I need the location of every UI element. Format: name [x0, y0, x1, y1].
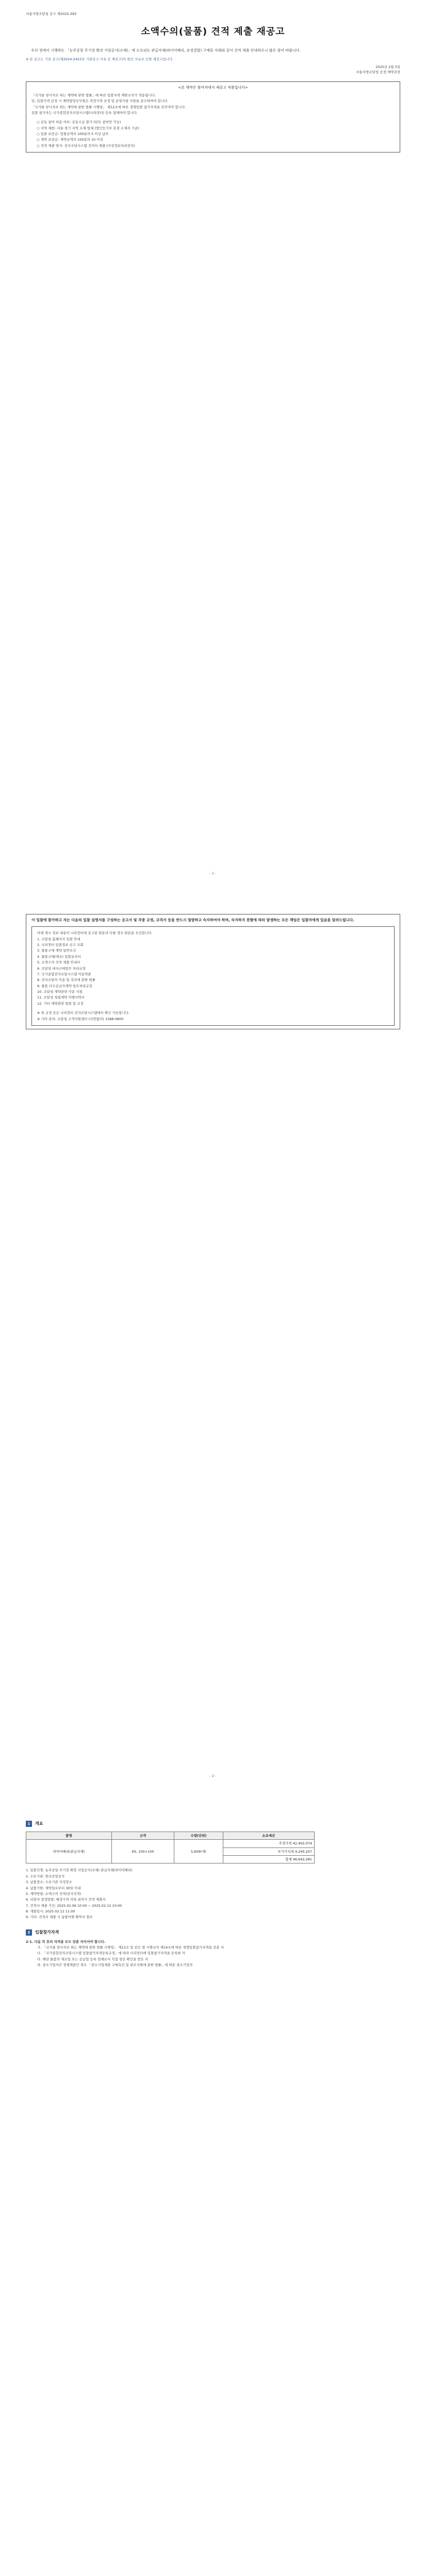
reference-note: ※ 위 규정 등은 나라장터 전자조달시스템에서 확인 가능합니다. — [37, 1011, 129, 1015]
reference-line: 9. 물품 다수공급자계약 업무처리규정 — [37, 984, 92, 988]
notice-bullet: ○ 지역 제한: 서울·경기 지역 소재 업체 (법인등기부 본점 소재지 기준) — [37, 126, 139, 130]
notice-line: 「국가를 당사자로 하는 계약에 관한 법률 시행령」 제12조에 따른 경쟁입찰 참가자격을 갖추어야 합니다. — [31, 105, 186, 109]
section-overview-heading — [26, 1821, 400, 1827]
table-header: 품명 — [26, 1832, 112, 1839]
notice-bullet: ○ 공동 참여 허용 여부: 공동수급 불가 (단독 참여만 가능) — [37, 120, 121, 125]
section-eligibility-heading — [26, 1929, 400, 1936]
reference-line: 4. 물품구매(제조) 입찰유의서 — [37, 954, 81, 959]
reference-list — [31, 926, 395, 1026]
section-title: 입찰참가자격 — [35, 1929, 59, 1935]
announcement-number: 서울지방조달청 공고 제2025-393 — [26, 12, 77, 16]
overview-item: 8. 개찰일시: 2025.02.12 11:00 — [26, 1909, 75, 1914]
section-title: 개요 — [35, 1821, 43, 1826]
page-number: - 1 - — [209, 871, 217, 875]
eligibility-item: 라. 중소기업자간 경쟁제품인 경우 「중소기업제품 구매촉진 및 판로지원에 관한 법률」에 따른 중소기업자 — [37, 1963, 193, 1968]
page-2 — [0, 903, 426, 1805]
reference-line: 3. 물품구매 계약 일반조건 — [37, 948, 76, 953]
reference-line: 12. 기타 계약관련 법령 및 규정 — [37, 1001, 84, 1006]
overview-item: 2. 수요기관: 한국공항공사 — [26, 1874, 65, 1878]
reference-note: ※ 기타 문의: 조달청 고객지원센터 (국번없이) 1588-0800 — [37, 1016, 124, 1021]
issuer: 서울지방조달청 공정·계약과장 — [356, 70, 400, 75]
reference-line: 6. 조달청 내자구매업무 처리규정 — [37, 966, 86, 971]
notice-box-heading: <본 계약은 참여자에서 재공고 적용입니다> — [178, 85, 248, 90]
notice-line: 단, 입찰가격 산정 시 계약담당공무원은 적정가격 산정 및 운영사항 사항을 준수하여야 합니다. — [31, 99, 169, 104]
notice-line: 입찰 참가자는 국가종합전자조달시스템(나라장터) 등록 업체여야 합니다. — [31, 110, 138, 115]
overview-item: 1. 입찰건명: 농주공항 주기장 확장 사업공사(조체) 관급자재(파이어베리) — [26, 1868, 133, 1873]
section-number: 1 — [26, 1821, 32, 1827]
eligibility-intro: 2-1. 다음 각 호의 자격을 모두 갖춘 자이어야 합니다. — [26, 1939, 106, 1944]
page-3 — [0, 1805, 426, 2576]
notice-line: 「국가를 당사자로 하는 계약에 관한 법률」에 따른 입찰자격 제한조치가 적용됩니다. — [31, 93, 156, 97]
reference-line: 1. 조달청 홈페이지 입찰 안내 — [37, 937, 80, 941]
announcement-date: 2025년 2월 5일 — [375, 64, 400, 69]
notice-bullet: ○ 입찰 보증금: 입찰금액의 100분의 5 이상 납부 — [37, 132, 109, 137]
reference-box — [26, 914, 400, 1029]
reannouncement-note: ※ 본 공고는 기존 공고(제2024-2453호 기관공고 사유 등 재공고)의 원인 사유로 인한 재공고입니다. — [26, 57, 174, 62]
table-cell: KS, 100×150 — [111, 1840, 174, 1863]
notice-bullet: ○ 견적 제출 방식: 전자조달시스템 견적서 제출 (지정정보처리장치) — [37, 143, 135, 148]
reference-line: 5. 소액수의 견적 제출 안내서 — [37, 960, 80, 965]
table-header: 소요예산 — [223, 1832, 314, 1839]
reference-line: 10. 조달청 계약관련 각종 지침 — [37, 990, 83, 994]
notice-bullet: ○ 계약 보증금: 계약금액의 100분의 10 이상 — [37, 138, 103, 142]
table-row — [26, 1840, 315, 1848]
reference-line: 2. 나라장터 입찰정보 공고 조회 — [37, 942, 84, 947]
intro-paragraph: 우리 청에서 시행하는 「농주공항 주기장 확장 사업공사(조체)」에 소요되는 관급자재(파이어베리, 송정결합) 구매를 아래와 같이 견적 제출 안내하오니 많은 참여 바랍니다. — [31, 48, 301, 53]
overview-item: 4. 납품기한: 계약일로부터 30일 이내 — [26, 1886, 81, 1890]
table-cell: 부가가치세 4,240,207 — [223, 1848, 314, 1855]
reference-box-title: 이 입찰에 참가하고 자는 다음의 입찰 설명서를 구성하는 공고서 및 각종 규정, 규격서 등을 반드시 열람하고 숙지하여야 하며, 숙지하지 못함에 따라 발생하는 모든 책임은 입찰자에게 있음을 알려드립니다. — [31, 918, 354, 922]
table-cell: 합계 46,642,281 — [223, 1855, 314, 1863]
table-header: 규격 — [111, 1832, 174, 1839]
reference-line: 아래 게시 정보 내용이 나라장터에 공고된 원문과 다를 경우 원문을 우선합니다. — [37, 931, 153, 936]
table-cell: 파이어베리(관급자재) — [26, 1840, 112, 1863]
table-header: 수량(단위) — [174, 1832, 223, 1839]
page-number: - 2 - — [209, 1774, 217, 1778]
overview-item: 9. 기타: 견적서 제출 시 납품이행 확약서 첨부 — [26, 1915, 93, 1920]
notice-box — [26, 81, 400, 153]
overview-item: 6. 낙찰자 결정방법: 예정가격 이하 최저가 견적 제출자 — [26, 1897, 106, 1902]
page-1 — [0, 0, 426, 903]
eligibility-item: 가. 「국가를 당사자로 하는 계약에 관한 법률 시행령」 제12조 및 같은 법 시행규칙 제14조에 따른 경쟁입찰참가자격을 갖춘 자 — [37, 1945, 224, 1950]
eligibility-item: 나. 「국가종합전자조달시스템 입찰참가자격등록규정」에 따라 나라장터에 입찰참가자격을 등록한 자 — [37, 1951, 185, 1956]
reference-line: 11. 조달청 청렴계약 이행서약서 — [37, 995, 85, 1000]
overview-item: 3. 납품장소: 수요기관 지정장소 — [26, 1880, 72, 1885]
reference-line: 7. 국가종합전자조달시스템 이용약관 — [37, 972, 91, 976]
document-title: 소액수의(물품) 견적 제출 재공고 — [141, 26, 285, 38]
table-cell: 추정가격 42,402,074 — [223, 1840, 314, 1848]
reference-line: 8. 전자조달의 이용 및 촉진에 관한 법률 — [37, 978, 95, 982]
overview-item: 5. 계약방법: 소액수의 견적(전자견적) — [26, 1891, 81, 1896]
items-table — [26, 1832, 315, 1864]
section-number: 2 — [26, 1929, 32, 1936]
overview-item: 7. 견적서 제출 기간: 2025.02.06 10:00 ~ 2025.02.12 10:00 — [26, 1903, 122, 1908]
table-cell: 5,659(개) — [174, 1840, 223, 1863]
eligibility-item: 다. 해당 물품의 제조업 또는 공급업 등록 업체로서 직접 생산 확인을 받은 자 — [37, 1957, 149, 1961]
